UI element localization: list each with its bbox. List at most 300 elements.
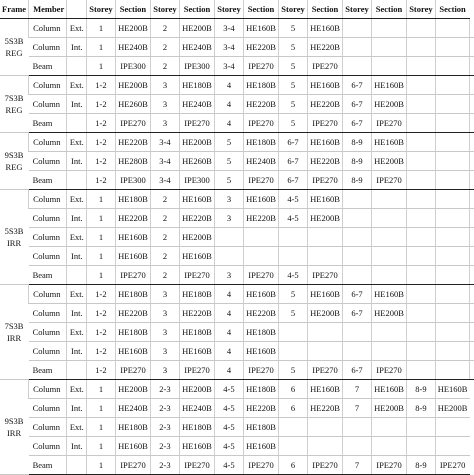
section-cell: HE160B <box>179 342 214 361</box>
storey-cell: 3 <box>215 266 244 285</box>
storey-cell <box>407 342 435 361</box>
table-row <box>0 247 474 266</box>
table-row <box>0 190 474 209</box>
storey-cell: 6-7 <box>343 76 372 95</box>
table-row <box>0 323 474 342</box>
section-cell <box>371 418 406 437</box>
section-cell: HE160B <box>115 247 150 266</box>
storey-cell: 2 <box>151 209 180 228</box>
storey-cell: 1 <box>87 266 116 285</box>
storey-cell: 2 <box>151 190 180 209</box>
storey-cell: 5 <box>279 57 308 76</box>
section-cell: HE160B <box>243 19 278 38</box>
storey-cell: 8-9 <box>343 152 372 171</box>
section-cell: HE180B <box>243 323 278 342</box>
section-cell: HE220B <box>243 95 278 114</box>
section-cell: HE240B <box>179 38 214 57</box>
member-cell: Column <box>29 133 67 152</box>
section-cell: HE220B <box>115 304 150 323</box>
storey-cell <box>343 266 372 285</box>
storey-cell: 3-4 <box>215 38 244 57</box>
storey-cell: 5 <box>279 361 308 380</box>
storey-cell <box>343 209 372 228</box>
section-cell: HE180B <box>179 323 214 342</box>
section-cell: HE240B <box>115 399 150 418</box>
storey-cell: 1 <box>87 437 116 456</box>
storey-cell: 6-7 <box>343 361 372 380</box>
section-cell: HE180B <box>115 285 150 304</box>
section-cell: IPE270 <box>307 456 342 475</box>
storey-cell <box>407 19 435 38</box>
frame-label-line: REG <box>2 104 26 116</box>
section-cell <box>307 418 342 437</box>
header-storey: Storey <box>343 0 372 19</box>
section-cell: HE240B <box>115 38 150 57</box>
section-cell <box>307 437 342 456</box>
storey-cell: 6-7 <box>279 171 308 190</box>
frame-label-line: REG <box>2 47 26 59</box>
storey-cell: 1 <box>87 247 116 266</box>
position-cell: Ext. <box>67 133 87 152</box>
table-row <box>0 57 474 76</box>
section-cell: HE160B <box>243 285 278 304</box>
storey-cell: 8-9 <box>407 456 435 475</box>
section-cell: IPE270 <box>243 114 278 133</box>
section-cell <box>435 266 469 285</box>
storey-cell: 3 <box>151 114 180 133</box>
section-cell: IPE270 <box>179 361 214 380</box>
section-cell: IPE300 <box>115 57 150 76</box>
section-cell: HE220B <box>179 304 214 323</box>
storey-cell: 4-5 <box>215 418 244 437</box>
storey-cell <box>470 285 474 304</box>
member-cell: Beam <box>29 114 67 133</box>
position-cell: Ext. <box>67 19 87 38</box>
member-cell: Column <box>29 190 67 209</box>
table-row <box>0 285 474 304</box>
header-storey: Storey <box>215 0 244 19</box>
section-cell: HE200B <box>179 133 214 152</box>
storey-cell: 5 <box>279 304 308 323</box>
section-cell: IPE270 <box>307 361 342 380</box>
storey-cell <box>279 418 308 437</box>
storey-cell: 1 <box>87 418 116 437</box>
storey-cell: 1-2 <box>87 171 116 190</box>
storey-cell: 2-3 <box>151 399 180 418</box>
storey-cell: 2 <box>151 228 180 247</box>
header-section: Section <box>115 0 150 19</box>
position-cell: Int. <box>67 304 87 323</box>
storey-cell <box>470 152 474 171</box>
section-cell: HE160B <box>307 76 342 95</box>
storey-cell: 3 <box>151 76 180 95</box>
storey-cell <box>407 209 435 228</box>
storey-cell: 1-2 <box>87 152 116 171</box>
storey-cell <box>279 342 308 361</box>
table-body <box>0 19 474 475</box>
storey-cell: 3 <box>151 95 180 114</box>
storey-cell: 5 <box>279 19 308 38</box>
storey-cell <box>407 152 435 171</box>
section-cell <box>435 437 469 456</box>
storey-cell <box>407 437 435 456</box>
position-cell <box>67 114 87 133</box>
storey-cell <box>279 247 308 266</box>
table-row <box>0 304 474 323</box>
storey-cell <box>470 190 474 209</box>
storey-cell: 4-5 <box>215 437 244 456</box>
storey-cell <box>470 247 474 266</box>
section-cell: IPE270 <box>115 361 150 380</box>
section-cell: HE180B <box>243 76 278 95</box>
section-cell: HE200B <box>371 152 406 171</box>
storey-cell: 1 <box>87 456 116 475</box>
storey-cell: 4-5 <box>215 456 244 475</box>
storey-cell <box>407 361 435 380</box>
storey-cell <box>470 209 474 228</box>
member-cell: Column <box>29 76 67 95</box>
section-cell: HE260B <box>179 152 214 171</box>
storey-cell: 3 <box>151 361 180 380</box>
storey-cell: 4-5 <box>215 399 244 418</box>
section-cell: HE160B <box>115 342 150 361</box>
section-cell: IPE300 <box>179 171 214 190</box>
storey-cell: 1 <box>87 19 116 38</box>
section-cell: HE200B <box>371 304 406 323</box>
section-cell <box>371 19 406 38</box>
section-cell: HE200B <box>435 399 469 418</box>
storey-cell <box>343 418 372 437</box>
section-cell <box>435 285 469 304</box>
storey-cell: 2-3 <box>151 380 180 399</box>
frame-label-line: 7S3B <box>2 92 26 104</box>
section-cell: IPE270 <box>307 57 342 76</box>
section-cell <box>435 38 469 57</box>
section-cell: IPE270 <box>435 456 469 475</box>
position-cell: Ext. <box>67 380 87 399</box>
section-cell: HE220B <box>307 38 342 57</box>
header-blank <box>67 0 87 19</box>
frame-label <box>0 190 29 285</box>
section-cell <box>435 171 469 190</box>
section-cell <box>307 342 342 361</box>
header-member: Member <box>29 0 67 19</box>
storey-cell: 1 <box>87 228 116 247</box>
storey-cell <box>470 95 474 114</box>
storey-cell: 3 <box>215 209 244 228</box>
section-cell <box>435 342 469 361</box>
storey-cell <box>407 285 435 304</box>
storey-cell: 1 <box>87 38 116 57</box>
section-cell: IPE270 <box>179 114 214 133</box>
section-cell <box>435 304 469 323</box>
header-storey: Storey <box>151 0 180 19</box>
section-cell: IPE270 <box>371 114 406 133</box>
storey-cell: 3-4 <box>151 171 180 190</box>
section-cell: HE200B <box>115 19 150 38</box>
storey-cell <box>470 342 474 361</box>
storey-cell <box>279 323 308 342</box>
section-cell: HE180B <box>115 190 150 209</box>
member-cell: Column <box>29 228 67 247</box>
member-cell: Column <box>29 399 67 418</box>
storey-cell: 3-4 <box>215 57 244 76</box>
table-row <box>0 342 474 361</box>
frame-label <box>0 133 29 190</box>
position-cell: Ext. <box>67 323 87 342</box>
section-cell: HE160B <box>115 228 150 247</box>
storey-cell: 6-7 <box>343 95 372 114</box>
storey-cell <box>407 133 435 152</box>
section-cell: HE160B <box>371 380 406 399</box>
storey-cell: 4 <box>215 285 244 304</box>
storey-cell: 6-7 <box>279 133 308 152</box>
storey-cell: 1 <box>87 57 116 76</box>
storey-cell: 8-9 <box>407 399 435 418</box>
table-row <box>0 418 474 437</box>
section-cell: IPE270 <box>307 266 342 285</box>
section-cell: IPE270 <box>179 456 214 475</box>
storey-cell <box>407 304 435 323</box>
storey-cell <box>407 38 435 57</box>
section-cell: HE180B <box>243 418 278 437</box>
section-cell: IPE270 <box>307 171 342 190</box>
storey-cell: 3 <box>151 323 180 342</box>
section-cell: IPE270 <box>243 57 278 76</box>
table-row <box>0 437 474 456</box>
position-cell: Int. <box>67 152 87 171</box>
storey-cell: 6 <box>279 456 308 475</box>
frame-label-line: IRR <box>2 237 26 249</box>
storey-cell <box>215 228 244 247</box>
position-cell <box>67 57 87 76</box>
section-cell: IPE270 <box>243 171 278 190</box>
section-cell: HE200B <box>179 380 214 399</box>
header-storey: Storey <box>407 0 435 19</box>
section-cell <box>371 437 406 456</box>
member-cell: Column <box>29 247 67 266</box>
section-cell: HE200B <box>371 95 406 114</box>
storey-cell: 7 <box>343 456 372 475</box>
section-cell: IPE300 <box>179 57 214 76</box>
storey-cell <box>470 323 474 342</box>
section-cell: IPE270 <box>371 171 406 190</box>
section-cell: HE220B <box>243 38 278 57</box>
section-cell <box>307 247 342 266</box>
section-cell: HE200B <box>115 76 150 95</box>
section-cell <box>371 228 406 247</box>
frame-label-line: 7S3B <box>2 320 26 332</box>
member-cell: Column <box>29 95 67 114</box>
frame-label-line: 5S3B <box>2 35 26 47</box>
storey-cell <box>470 171 474 190</box>
section-cell: HE200B <box>307 304 342 323</box>
section-cell <box>435 95 469 114</box>
section-cell: HE160B <box>115 437 150 456</box>
table-row <box>0 399 474 418</box>
storey-cell <box>470 228 474 247</box>
section-cell <box>435 114 469 133</box>
storey-cell: 2-3 <box>151 437 180 456</box>
storey-cell: 1-2 <box>87 304 116 323</box>
position-cell <box>67 456 87 475</box>
member-cell: Beam <box>29 361 67 380</box>
frame-label <box>0 76 29 133</box>
storey-cell <box>470 361 474 380</box>
table-row <box>0 152 474 171</box>
storey-cell <box>470 76 474 95</box>
storey-cell <box>407 171 435 190</box>
storey-cell: 4-5 <box>279 190 308 209</box>
section-cell: HE200B <box>371 399 406 418</box>
section-cell: HE160B <box>243 342 278 361</box>
section-cell: HE240B <box>179 399 214 418</box>
member-cell: Beam <box>29 171 67 190</box>
storey-cell <box>407 247 435 266</box>
storey-cell <box>470 38 474 57</box>
frame-label-line: 9S3B <box>2 149 26 161</box>
section-cell: HE220B <box>307 95 342 114</box>
section-cell: HE240B <box>179 95 214 114</box>
section-cell: HE180B <box>179 285 214 304</box>
storey-cell: 1 <box>87 380 116 399</box>
position-cell: Int. <box>67 247 87 266</box>
storey-cell: 3-4 <box>151 133 180 152</box>
table-row <box>0 361 474 380</box>
storey-cell: 1-2 <box>87 133 116 152</box>
storey-cell: 1-2 <box>87 114 116 133</box>
section-cell: IPE270 <box>115 266 150 285</box>
storey-cell: 1-2 <box>87 285 116 304</box>
position-cell: Ext. <box>67 285 87 304</box>
section-cell: IPE270 <box>243 361 278 380</box>
header-frame: Frame <box>0 0 29 19</box>
position-cell: Ext. <box>67 418 87 437</box>
storey-cell: 4-5 <box>279 266 308 285</box>
storey-cell <box>470 304 474 323</box>
storey-cell: 2 <box>151 38 180 57</box>
storey-cell: 2 <box>151 19 180 38</box>
member-cell: Column <box>29 437 67 456</box>
section-cell <box>371 190 406 209</box>
storey-cell: 6-7 <box>279 152 308 171</box>
table-row <box>0 38 474 57</box>
table-row <box>0 95 474 114</box>
section-cell: IPE270 <box>371 361 406 380</box>
section-cell <box>435 76 469 95</box>
section-cell <box>435 19 469 38</box>
storey-cell <box>470 114 474 133</box>
section-cell: HE220B <box>243 304 278 323</box>
section-cell: HE160B <box>371 285 406 304</box>
section-cell <box>371 342 406 361</box>
section-cell: HE160B <box>179 190 214 209</box>
section-cell: HE220B <box>307 399 342 418</box>
storey-cell: 4 <box>215 76 244 95</box>
frame-label-line: IRR <box>2 332 26 344</box>
section-cell <box>435 418 469 437</box>
storey-cell <box>343 228 372 247</box>
storey-cell <box>407 323 435 342</box>
section-cell <box>307 228 342 247</box>
section-cell: HE220B <box>243 209 278 228</box>
section-cell <box>435 247 469 266</box>
section-cell: IPE270 <box>115 456 150 475</box>
member-cell: Column <box>29 152 67 171</box>
header-row <box>0 0 474 19</box>
storey-cell: 4 <box>215 95 244 114</box>
storey-cell: 5 <box>279 114 308 133</box>
storey-cell: 7 <box>343 399 372 418</box>
storey-cell <box>343 342 372 361</box>
storey-cell: 6 <box>279 399 308 418</box>
table-row <box>0 380 474 399</box>
section-cell: IPE270 <box>179 266 214 285</box>
storey-cell: 2-3 <box>151 456 180 475</box>
section-cell: HE160B <box>243 437 278 456</box>
member-cell: Column <box>29 418 67 437</box>
storey-cell: 3 <box>215 190 244 209</box>
storey-cell <box>343 437 372 456</box>
position-cell <box>67 171 87 190</box>
section-cell: HE200B <box>179 19 214 38</box>
position-cell <box>67 361 87 380</box>
member-cell: Column <box>29 285 67 304</box>
storey-cell: 4 <box>215 342 244 361</box>
storey-cell: 5 <box>279 76 308 95</box>
member-cell: Column <box>29 342 67 361</box>
storey-cell: 8-9 <box>343 171 372 190</box>
storey-cell: 1-2 <box>87 323 116 342</box>
section-cell: IPE270 <box>307 114 342 133</box>
storey-cell <box>470 133 474 152</box>
header-storey: Storey <box>87 0 116 19</box>
frame-label <box>0 285 29 380</box>
storey-cell: 5 <box>215 133 244 152</box>
storey-cell <box>343 323 372 342</box>
header-section: Section <box>243 0 278 19</box>
position-cell: Int. <box>67 342 87 361</box>
storey-cell: 6-7 <box>343 304 372 323</box>
storey-cell: 6 <box>279 380 308 399</box>
storey-cell: 1 <box>87 399 116 418</box>
section-cell <box>371 247 406 266</box>
table-row <box>0 133 474 152</box>
storey-cell: 1-2 <box>87 361 116 380</box>
section-cell <box>307 323 342 342</box>
section-cell <box>371 38 406 57</box>
frame-label-line: REG <box>2 161 26 173</box>
section-cell <box>435 133 469 152</box>
storey-cell <box>343 19 372 38</box>
member-cell: Beam <box>29 266 67 285</box>
storey-cell: 4 <box>215 323 244 342</box>
storey-cell <box>343 247 372 266</box>
section-cell: HE160B <box>307 133 342 152</box>
storey-cell: 1-2 <box>87 342 116 361</box>
section-cell: HE180B <box>179 418 214 437</box>
storey-cell <box>470 19 474 38</box>
table-row <box>0 76 474 95</box>
storey-cell <box>407 266 435 285</box>
storey-cell: 4-5 <box>215 380 244 399</box>
storey-cell: 1 <box>87 190 116 209</box>
section-cell: HE180B <box>115 323 150 342</box>
section-cell: HE220B <box>307 152 342 171</box>
section-cell: HE180B <box>179 76 214 95</box>
storey-cell <box>407 228 435 247</box>
storey-cell: 1-2 <box>87 95 116 114</box>
